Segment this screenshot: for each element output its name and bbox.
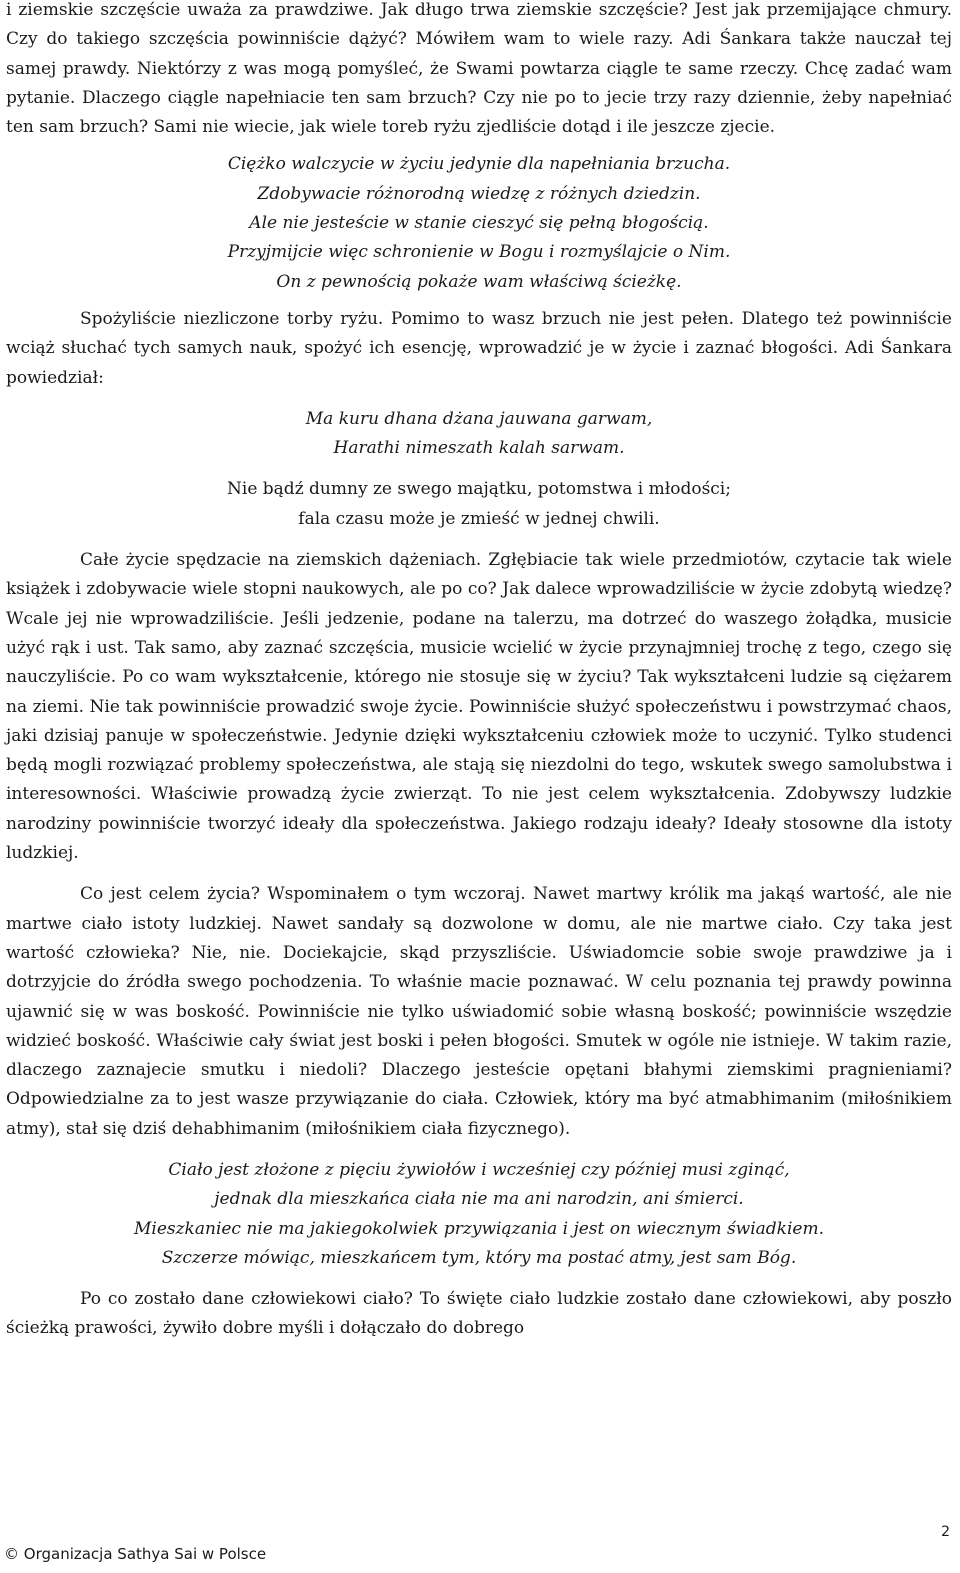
paragraph-3: Całe życie spędzacie na ziemskich dążeniach. Zgłębiacie tak wiele przedmiotów, czytacie tak wiele książek i zdobywacie wiele stopni naukowych, ale po co? Jak dalece wprowadziliście w życie zdobytą wiedzę? Wcale jej nie wprowadziliście. Jeśli jedzenie, podane na talerzu, ma dotrzeć do waszego żołądka, musicie użyć rąk i ust. Tak samo, aby zaznać szczęścia, musicie wcielić w życie przynajmniej trochę z tego, czego się nauczyliście. Po co wam wykształcenie, którego nie stosuje się w życiu? Tak wykształceni ludzie są ciężarem na ziemi. Nie tak powinniście prowadzić swoje życie. Powinniście służyć społeczeństwu i powstrzymać chaos, jaki dzisiaj panuje w społeczeństwie. Jedynie dzięki wykształceniu człowiek może to uczynić. Tylko studenci będą mogli rozwiązać problemy społeczeństwa, ale stają się niezdolni do tego, wskutek swego samolubstwa i interesowności. Właściwie prowadzą życie zwierząt. To nie jest celem wykształcenia. Zdobywszy ludzkie narodziny powinniście tworzyć ideały dla społeczeństwa. Jakiego rodzaju ideały? Ideały stosowne dla istoty ludzkiej. [6, 550, 952, 864]
poem-belly [6, 150, 952, 296]
poem-line: Przyjmijcie więc schronienie w Bogu i rozmyślajcie o Nim. [227, 242, 731, 263]
poem-line: On z pewnością pokaże wam właściwą ścieżkę. [276, 271, 682, 292]
sanskrit-line: Harathi nimeszath kalah sarwam. [333, 438, 625, 459]
translation-line: Nie bądź dumny ze swego majątku, potomstwa i młodości; [227, 479, 731, 500]
verse-translation [6, 475, 952, 534]
paragraph-1: i ziemskie szczęście uważa za prawdziwe. Jak długo trwa ziemskie szczęście? Jest jak przemijające chmury. Czy do takiego szczęścia powinniście dążyć? Mówiłem wam to wiele razy. Adi Śankara także nauczał tej samej prawdy. Niektórzy z was mogą pomyśleć, że Swami powtarza ciągle te same rzeczy. Chcę zadać wam pytanie. Dlaczego ciągle napełniacie ten sam brzuch? Czy nie po to jecie trzy razy dziennie, żeby napełniać ten sam brzuch? Sami nie wiecie, jak wiele toreb ryżu zjedliście dotąd i ile jeszcze zjecie. [6, 0, 952, 138]
poem-body [6, 1156, 952, 1273]
poem-line: Ciało jest złożone z pięciu żywiołów i wcześniej czy później musi zginąć, [168, 1159, 790, 1180]
translation-line: fala czasu może je zmieść w jednej chwili. [298, 508, 660, 529]
poem-line: Zdobywacie różnorodną wiedzę z różnych dziedzin. [257, 183, 701, 204]
sanskrit-line: Ma kuru dhana dżana jauwana garwam, [305, 408, 653, 429]
page-number: 2 [941, 1524, 950, 1540]
poem-line: jednak dla mieszkańca ciała nie ma ani narodzin, ani śmierci. [214, 1189, 744, 1210]
paragraph-4: Co jest celem życia? Wspominałem o tym wczoraj. Nawet martwy królik ma jakąś wartość, ale nie martwe ciało istoty ludzkiej. Nawet sandały są dozwolone w domu, ale nie martwe ciało. Czy taka jest wartość człowieka? Nie, nie. Dociekajcie, skąd przyszliście. Uświadomcie sobie swoje prawdziwe ja i dotrzyjcie do źródła swego pochodzenia. To właśnie macie poznawać. W celu poznania tej prawdy powinna ujawnić się w was boskość. Powinniście nie tylko uświadomić sobie własną boskość; powinniście wszędzie widzieć boskość. Właściwie cały świat jest boski i pełen błogości. Smutek w ogóle nie istnieje. W takim razie, dlaczego zaznajecie smutku i niedoli? Dlaczego jesteście opętani błahymi ziemskimi pragnieniami? Odpowiedzialne za to jest wasze przywiązanie do ciała. Człowiek, który ma być atmabhimanim (miłośnikiem atmy), stał się dziś dehabhimanim (miłośnikiem ciała fizycznego). [6, 884, 952, 1139]
paragraph-2: Spożyliście niezliczone torby ryżu. Pomimo to wasz brzuch nie jest pełen. Dlatego też powinniście wciąż słuchać tych samych nauk, spożyć ich esencję, wprowadzić je w życie i zaznać błogości. Adi Śankara powiedział: [6, 308, 952, 388]
poem-line: Szczerze mówiąc, mieszkańcem tym, który ma postać atmy, jest sam Bóg. [161, 1247, 797, 1268]
footer-copyright: © Organizacja Sathya Sai w Polsce [4, 1545, 267, 1563]
sanskrit-verse [6, 405, 952, 464]
poem-line: Ciężko walczycie w życiu jedynie dla napełniania brzucha. [227, 154, 731, 175]
poem-line: Mieszkaniec nie ma jakiegokolwiek przywiązania i jest on wiecznym świadkiem. [133, 1218, 825, 1239]
paragraph-5: Po co zostało dane człowiekowi ciało? To święte ciało ludzkie zostało dane człowiekowi, aby poszło ścieżką prawości, żywiło dobre myśli i dołączało do dobrego [6, 1289, 952, 1339]
document-page [6, 0, 952, 1344]
poem-line: Ale nie jesteście w stanie cieszyć się pełną błogością. [249, 213, 709, 234]
